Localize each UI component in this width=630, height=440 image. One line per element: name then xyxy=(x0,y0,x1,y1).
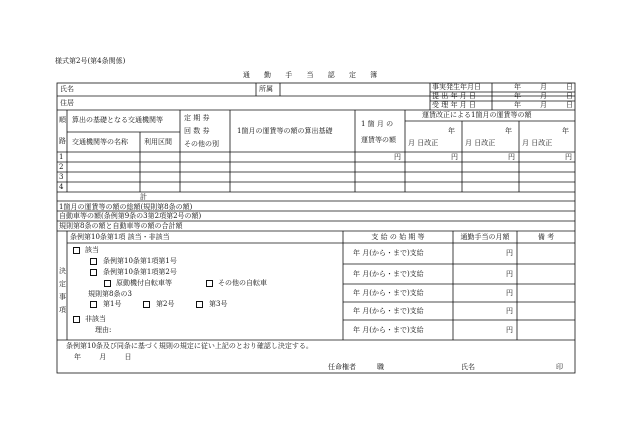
decision-side-label: 事 xyxy=(59,293,66,301)
yen-label: 円 xyxy=(508,153,515,161)
section-header: 利用区間 xyxy=(144,138,172,146)
confirmation-statement: 条例第10条及び同条に基づく規則の規定に従い上記のとおり確認し決定する。 xyxy=(66,342,313,350)
date-year: 年 xyxy=(514,92,521,100)
yen-label: 円 xyxy=(394,153,401,161)
name-label: 氏名 xyxy=(60,85,74,93)
route-no-label-1: 順 xyxy=(59,116,66,124)
form-title: 通 勤 手 当 認 定 簿 xyxy=(242,71,384,79)
yen-label: 円 xyxy=(565,153,572,161)
rev-md: 月 日改正 xyxy=(522,139,553,147)
authority-label: 任命権者 xyxy=(328,363,356,371)
revision-header: 運賃改正による1箇月の運賃等の額 xyxy=(422,111,532,119)
seal-label: 印 xyxy=(556,363,563,371)
item3-label: 第3号 xyxy=(209,300,228,308)
payment-row-text: 年 月(から・まで)支給 xyxy=(353,326,424,334)
calc-basis-header: 1箇月の運賃等の額の算出基礎 xyxy=(237,127,333,135)
rule-label: 規則第8条の3 xyxy=(88,290,132,298)
date-year: 年 xyxy=(514,83,521,91)
item2-checkbox[interactable] xyxy=(143,301,150,308)
bike-label: 原動機付自転車等 xyxy=(116,279,172,287)
date-month: 月 xyxy=(540,83,547,91)
summary-row-vehicle: 自動車等の額(条例第9条の3第2項第2号の額) xyxy=(59,212,202,220)
option1-checkbox[interactable] xyxy=(90,258,97,265)
rev-year: 年 xyxy=(562,127,569,135)
item1-checkbox[interactable] xyxy=(90,301,97,308)
payment-amount-header: 通勤手当の月額 xyxy=(460,233,510,241)
item3-checkbox[interactable] xyxy=(196,301,203,308)
payment-start-header: 支 給 の 始 期 等 xyxy=(371,233,425,241)
payment-yen: 円 xyxy=(506,307,513,315)
row-number: 3 xyxy=(59,173,64,181)
date-month: 月 xyxy=(540,101,547,109)
transport-name-header: 交通機関等の名称 xyxy=(72,138,128,146)
payment-row-text: 年 月(から・まで)支給 xyxy=(353,289,424,297)
payment-yen: 円 xyxy=(506,289,513,297)
bike-checkbox[interactable] xyxy=(104,280,111,287)
basis-header: 算出の基礎となる交通機関等 xyxy=(72,116,163,124)
payment-yen: 円 xyxy=(506,249,513,257)
monthly-fare-header-2: 運賃等の額 xyxy=(361,136,396,144)
reason-label: 理由: xyxy=(95,326,112,334)
item2-label: 第2号 xyxy=(156,300,175,308)
option2-label: 条例第10条第1項第2号 xyxy=(103,268,177,276)
affiliation-label: 所属 xyxy=(259,85,273,93)
monthly-fare-header-1: 1 箇 月 の xyxy=(361,120,394,128)
date-day: 日 xyxy=(566,83,573,91)
option1-label: 条例第10条第1項第1号 xyxy=(103,257,177,265)
route-no-label-2: 路 xyxy=(59,137,66,145)
row-number: 1 xyxy=(59,153,64,161)
date-day: 日 xyxy=(566,101,573,109)
rev-year: 年 xyxy=(448,127,455,135)
yen-label: 円 xyxy=(451,153,458,161)
date-day: 日 xyxy=(566,92,573,100)
signer-name-label: 氏名 xyxy=(461,363,475,371)
payment-row-text: 年 月(から・まで)支給 xyxy=(353,249,424,257)
date-year: 年 xyxy=(514,101,521,109)
rev-md: 月 日改正 xyxy=(408,139,439,147)
summary-row-combined: 規則第8条の額と自動車等の額の合計額 xyxy=(59,222,183,230)
rev-year: 年 xyxy=(505,127,512,135)
payment-note-header: 備 考 xyxy=(537,233,555,241)
post-label: 職 xyxy=(377,363,384,371)
footer-date: 年 月 日 xyxy=(74,353,132,361)
rev-md: 月 日改正 xyxy=(465,139,496,147)
payment-yen: 円 xyxy=(506,326,513,334)
other-bike-label: その他の自転車 xyxy=(218,279,267,287)
row-number: 4 xyxy=(59,183,64,191)
applicable-checkbox[interactable] xyxy=(73,247,80,254)
fact-date-label: 事実発生年月日 xyxy=(432,83,481,91)
applicable-label: 該当 xyxy=(85,246,99,254)
commuter-label-1: 定 期 券 xyxy=(184,114,210,122)
decision-title: 条例第10条第1項 該当・非該当 xyxy=(70,233,170,241)
receipt-date-label: 受 理 年 月 日 xyxy=(432,101,476,109)
commuter-label-2: 回 数 券 xyxy=(184,127,210,135)
payment-row-text: 年 月(から・まで)支給 xyxy=(353,270,424,278)
submit-date-label: 提 出 年 月 日 xyxy=(432,92,476,100)
row-number: 2 xyxy=(59,163,64,171)
other-bike-checkbox[interactable] xyxy=(206,280,213,287)
decision-side-label: 決 xyxy=(59,267,66,275)
not-applicable-checkbox[interactable] xyxy=(73,316,80,323)
address-label: 住居 xyxy=(60,99,74,107)
payment-row-text: 年 月(から・まで)支給 xyxy=(353,307,424,315)
date-month: 月 xyxy=(540,92,547,100)
option2-checkbox[interactable] xyxy=(90,269,97,276)
commuter-label-3: その他の別 xyxy=(184,140,219,148)
decision-side-label: 項 xyxy=(59,306,66,314)
total-label: 計 xyxy=(140,193,147,201)
not-applicable-label: 非該当 xyxy=(85,315,106,323)
form-number: 様式第2号(第4条関係) xyxy=(55,57,126,65)
decision-side-label: 定 xyxy=(59,280,66,288)
payment-yen: 円 xyxy=(506,270,513,278)
summary-row-total: 1箇月の運賃等の額の総額(規則第8条の額) xyxy=(59,203,193,211)
item1-label: 第1号 xyxy=(103,300,122,308)
